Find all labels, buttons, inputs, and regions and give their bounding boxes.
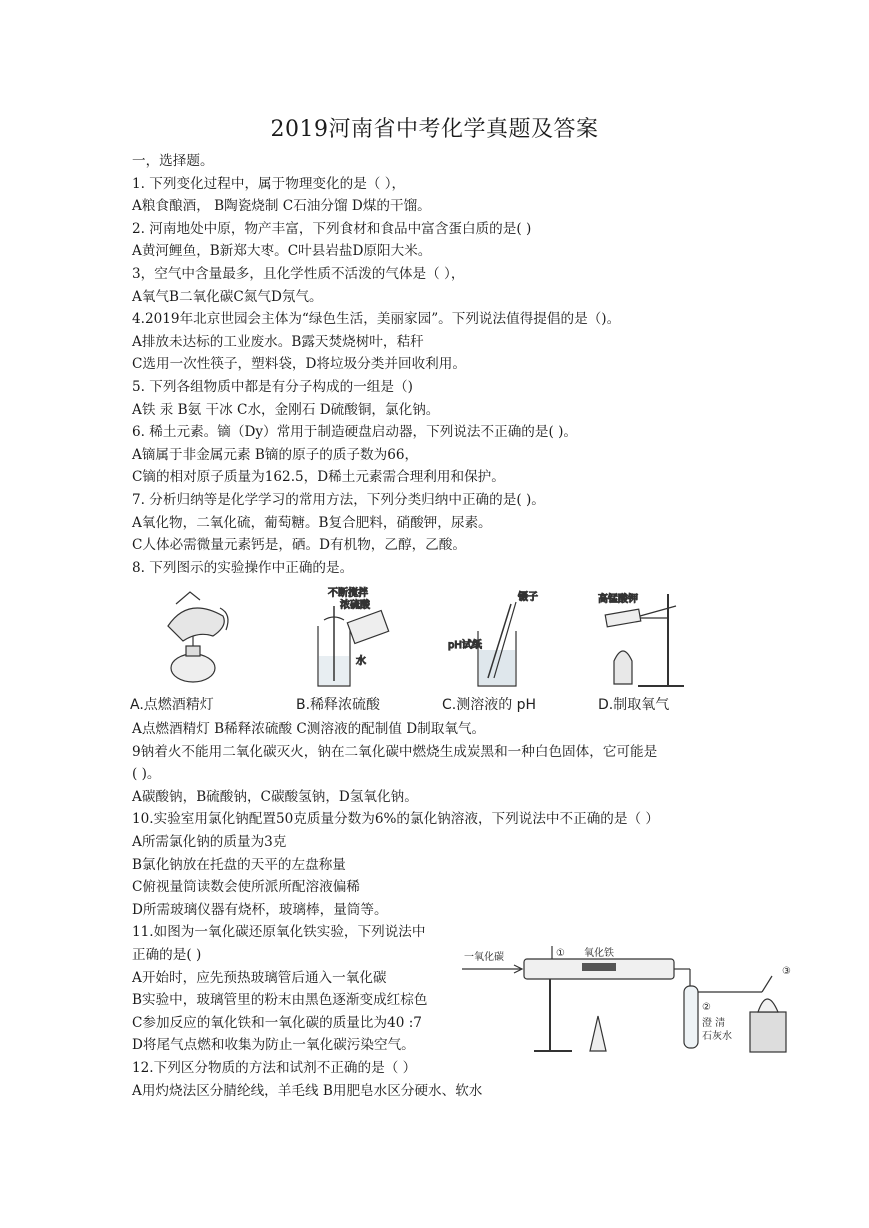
text-line: 10.实验室用氯化钠配置50克质量分数为6%的氯化钠溶液，下列说法中不正确的是（ ）: [132, 811, 659, 828]
text-line: 2. 河南地处中原，物产丰富，下列食材和食品中富含蛋白质的是( ): [132, 220, 532, 237]
label-limewater-2: 石灰水: [702, 1031, 732, 1042]
text-line: B氯化钠放在托盘的天平的左盘称量: [132, 856, 346, 873]
oxygen-prep-illustration: [598, 592, 684, 686]
text-line: C人体必需微量元素钙是，硒。D有机物，乙醇，乙酸。: [132, 537, 466, 554]
text-line: A镝属于非金属元素 B镝的原子的质子数为66，: [132, 446, 419, 463]
burner-block: [750, 1012, 786, 1052]
caption-b: B.稀释浓硫酸: [296, 697, 381, 713]
text-line: 3，空气中含量最多，且化学性质不活泼的气体是（ ），: [132, 266, 465, 282]
text-line: A点燃酒精灯 B稀释浓硫酸 C测溶液的配制值 D制取氧气。: [132, 721, 486, 737]
text-line: 6. 稀土元素。镝（Dy）常用于制造硬盘启动器，下列说法不正确的是( )。: [132, 424, 578, 441]
text-line: C镝的相对原子质量为162.5，D稀土元素需合理利用和保护。: [132, 469, 505, 486]
label-co: 一氧化碳: [464, 952, 504, 963]
text-line: C选用一次性筷子，塑料袋，D将垃圾分类并回收利用。: [132, 356, 466, 373]
text-line: 正确的是( ): [132, 947, 202, 963]
text-line: 7. 分析归纳等是化学学习的常用方法，下列分类归纳中正确的是( )。: [132, 492, 545, 508]
label-limewater-1: 澄 清: [702, 1018, 726, 1029]
text-line: A氧化物，二氧化硫，葡萄糖。B复合肥料，硝酸钾，尿素。: [132, 514, 492, 531]
text-line: 1. 下列变化过程中，属于物理变化的是（ ），: [132, 175, 406, 192]
label-n1: ①: [556, 948, 565, 959]
text-line: B实验中，玻璃管里的粉末由黑色逐渐变成红棕色: [132, 992, 428, 1009]
label-n2: ②: [702, 1002, 711, 1013]
figure-q8-drawing: [128, 586, 688, 694]
text-line: 11.如图为一氧化碳还原氧化铁实验，下列说法中: [132, 924, 426, 941]
text-line: 4.2019年北京世园会主体为“绿色生活，美丽家园”。下列说法值得提倡的是（)。: [132, 311, 621, 328]
label-kmno4: 高锰酸钾: [598, 594, 638, 605]
caption-c: C.测溶液的 pH: [442, 697, 537, 713]
label-ph-paper: pH试纸: [448, 640, 482, 651]
text-line: A铁 汞 B氨 干冰 C水，金刚石 D硫酸铜，氯化钠。: [132, 401, 440, 418]
label-conc-acid: 浓硫酸: [340, 600, 370, 611]
text-line: C参加反应的氧化铁和一氧化碳的质量比为40 :7: [132, 1014, 422, 1031]
text-line: 12.下列区分物质的方法和试剂不正确的是（ ）: [132, 1060, 417, 1076]
figure-q11: [462, 946, 807, 1061]
caption-d: D.制取氧气: [598, 697, 670, 713]
test-tube: [684, 986, 698, 1048]
caption-a: A.点燃酒精灯: [130, 697, 214, 713]
figure-q11-drawing: [462, 946, 807, 1061]
label-tweezers: 镊子: [518, 592, 538, 603]
text-line: A开始时，应先预热玻璃管后通入一氧化碳: [132, 969, 387, 986]
dilute-acid-illustration: [318, 586, 389, 686]
label-fe2o3: 氧化铁: [584, 948, 614, 959]
text-line: 一，选择题。: [132, 153, 214, 169]
alcohol-lamp-illustration: [168, 592, 228, 682]
ph-test-illustration: [448, 590, 538, 686]
page-title: 2019河南省中考化学真题及答案: [270, 117, 599, 142]
text-line: A碳酸钠，B硫酸钠，C碳酸氢钠，D氢氧化钠。: [132, 788, 418, 805]
label-water: 水: [356, 656, 366, 667]
figure-q8: [128, 586, 688, 716]
text-line: D所需玻璃仪器有烧杯，玻璃棒，量筒等。: [132, 901, 388, 918]
text-line: A排放未达标的工业废水。B露天焚烧树叶，秸秆: [132, 333, 424, 350]
text-line: A氧气B二氧化碳C氮气D氖气。: [132, 288, 323, 305]
alcohol-lamp: [590, 1016, 606, 1051]
text-line: C俯视量筒读数会使所派所配溶液偏稀: [132, 879, 360, 896]
text-line: D将尾气点燃和收集为防止一氧化碳污染空气。: [132, 1037, 415, 1054]
label-stir: 不断搅拌: [328, 588, 368, 599]
text-line: A所需氯化钠的质量为3克: [132, 834, 287, 850]
text-line: 9钠着火不能用二氧化碳灭火，钠在二氧化碳中燃烧生成炭黑和一种白色固体，它可能是: [132, 743, 658, 760]
text-line: A粮食酿酒， B陶瓷烧制 C石油分馏 D煤的干馏。: [132, 198, 431, 215]
text-line: A用灼烧法区分腈纶线，羊毛线 B用肥皂水区分硬水、软水: [132, 1082, 483, 1099]
text-line: ( )。: [132, 766, 161, 783]
text-line: 5. 下列各组物质中都是有分子构成的一组是（): [132, 379, 413, 395]
text-line: 8. 下列图示的实验操作中正确的是。: [132, 559, 354, 576]
text-line: A黄河鲤鱼，B新郑大枣。C叶县岩盐D原阳大米。: [132, 243, 432, 260]
label-n3: ③: [782, 966, 791, 977]
